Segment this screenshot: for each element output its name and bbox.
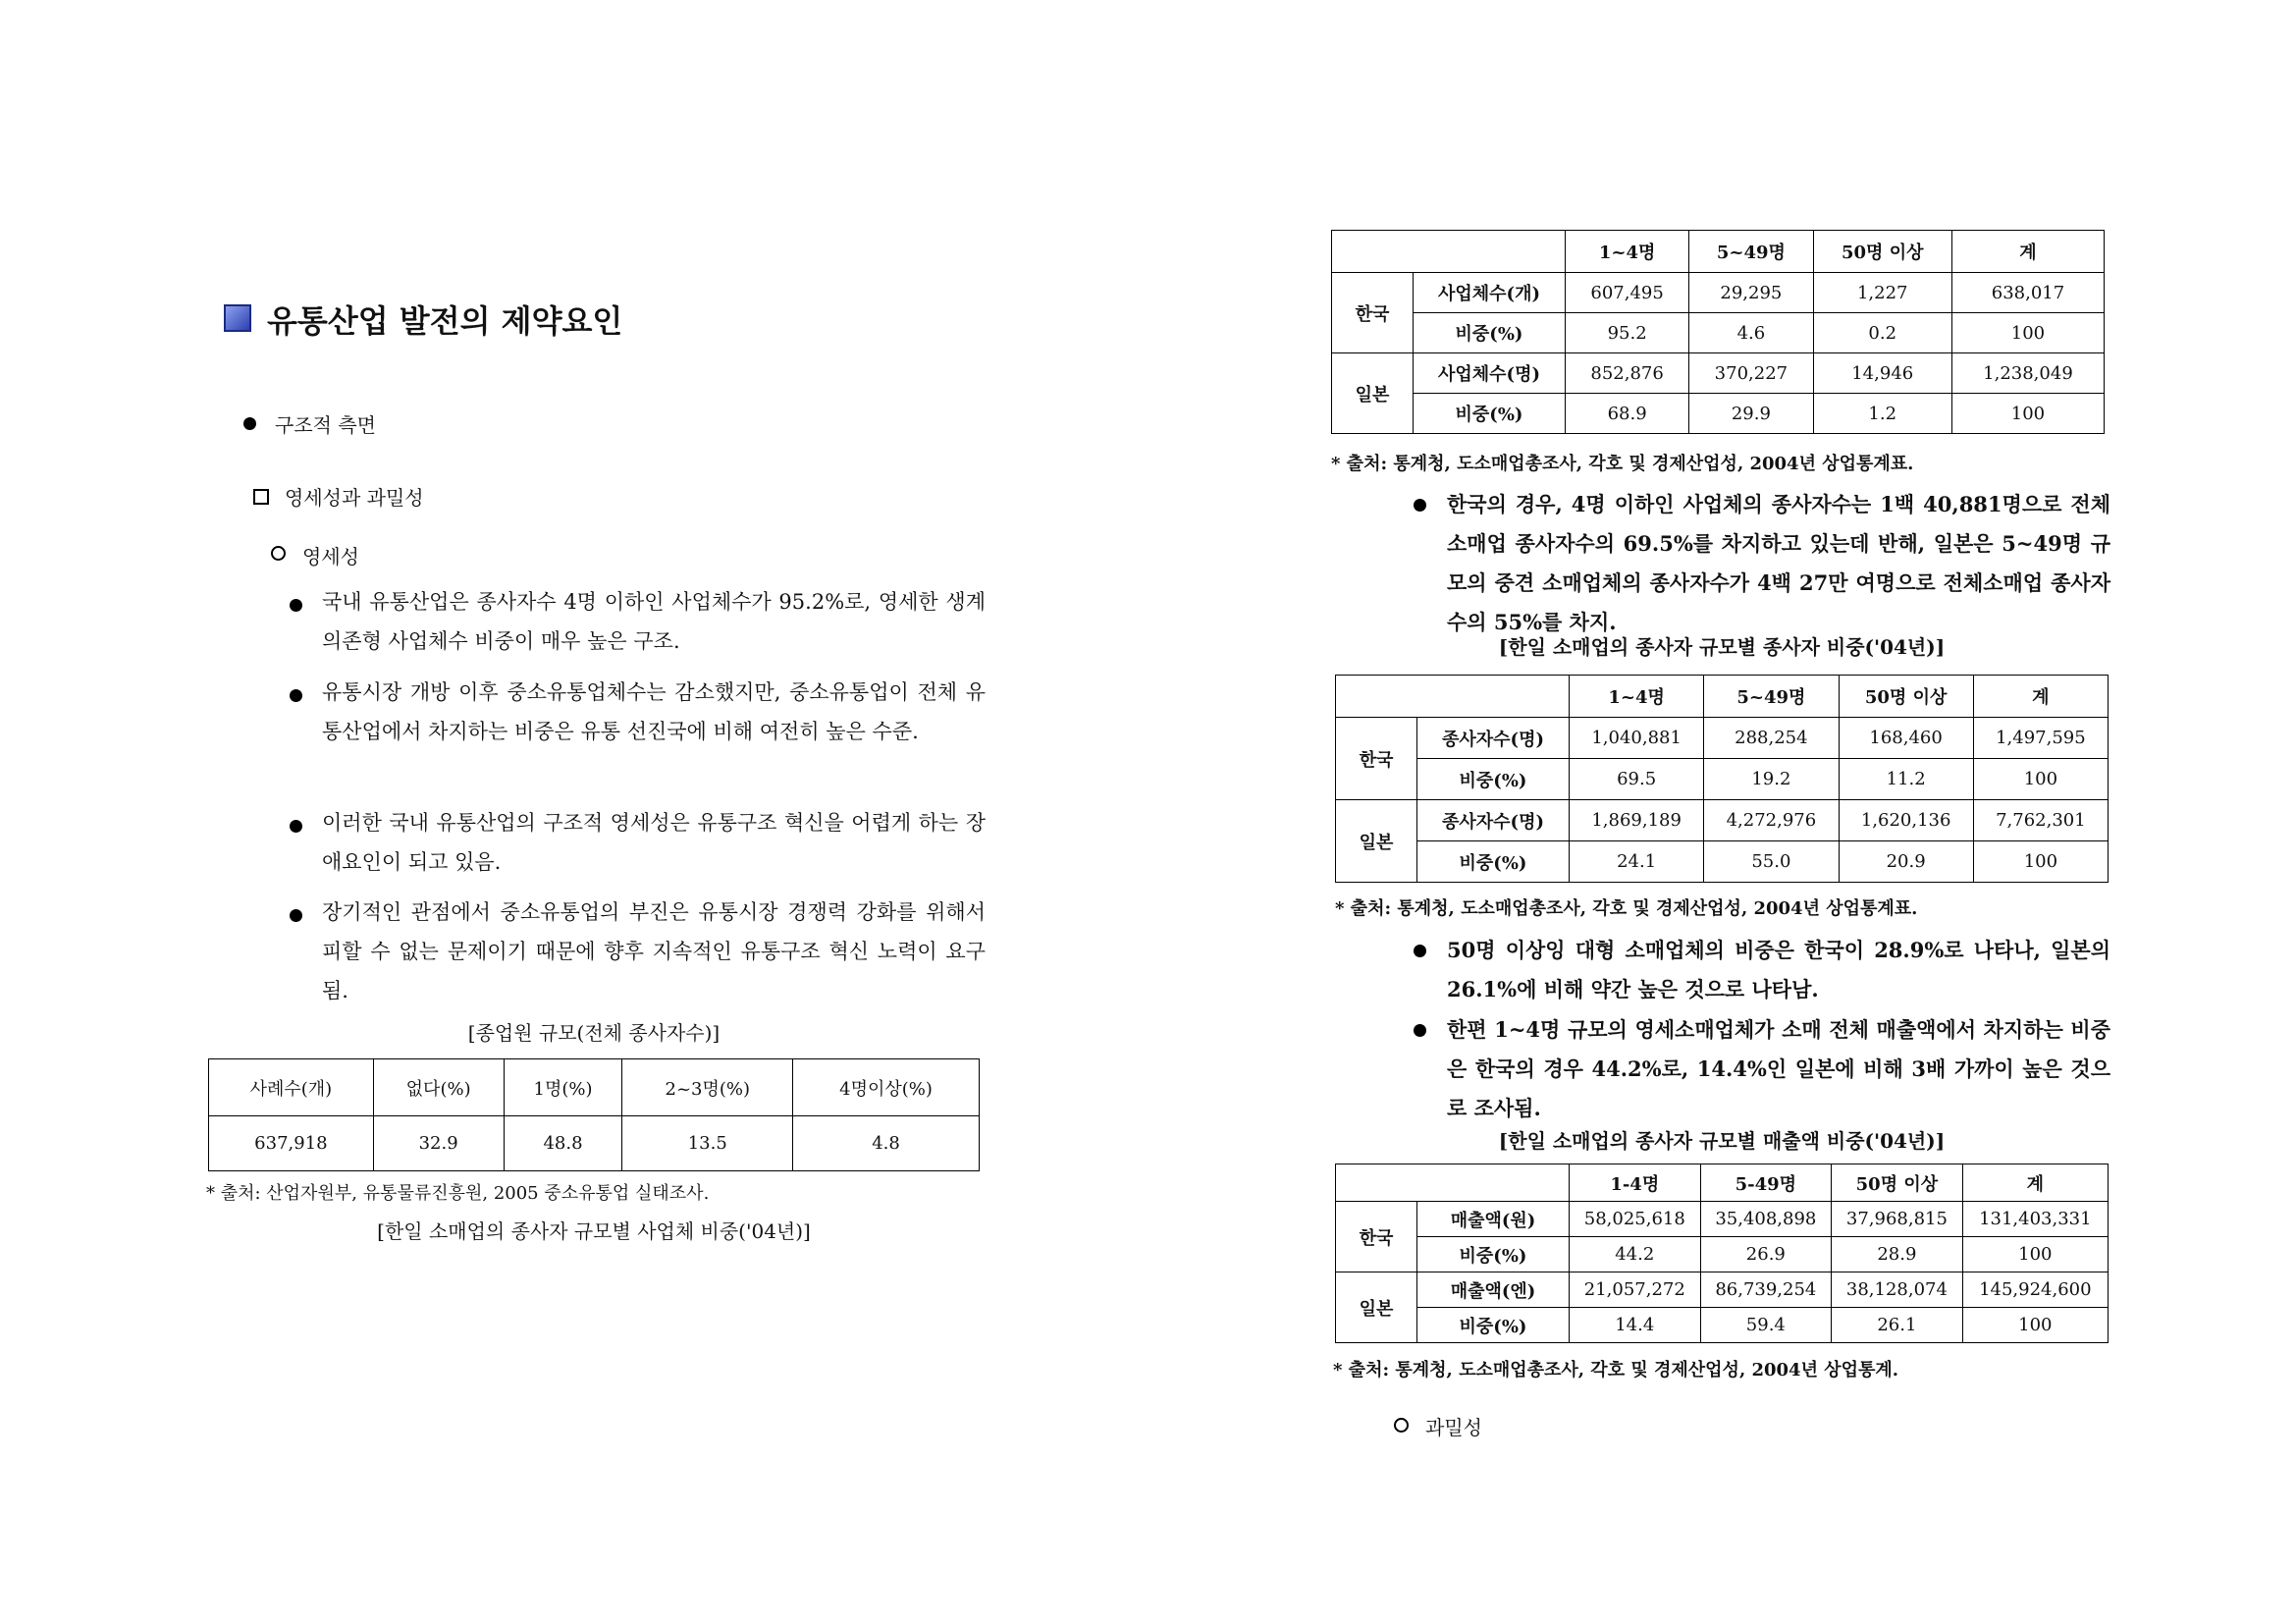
table-cell: 44.2 — [1570, 1237, 1701, 1272]
table-cell: 1,238,049 — [1951, 353, 2104, 394]
row-label-cell: 비중(%) — [1414, 394, 1566, 434]
table-cell: 1.2 — [1813, 394, 1951, 434]
bullet-dot-icon — [1414, 1024, 1426, 1037]
subsection-heading: 영세성과 과밀성 — [285, 486, 424, 510]
table-header-cell: 5-49명 — [1700, 1164, 1832, 1202]
table-cell: 1,227 — [1813, 273, 1951, 313]
table-cell: 69.5 — [1570, 759, 1704, 800]
bullet-paragraph: 국내 유통산업은 종사자수 4명 이하인 사업체수가 95.2%로, 영세한 생계의존형 사업체수 비중이 매우 높은 구조. — [322, 590, 986, 653]
table-cell: 637,918 — [209, 1116, 374, 1171]
table-cell: 100 — [1973, 759, 2108, 800]
row-label-cell: 매출액(원) — [1417, 1202, 1570, 1237]
table-corner-cell — [1332, 231, 1566, 273]
table-cell: 48.8 — [504, 1116, 622, 1171]
table-cell: 370,227 — [1689, 353, 1813, 394]
table-cell: 1,497,595 — [1973, 718, 2108, 759]
table-cell: 607,495 — [1566, 273, 1689, 313]
table-header-cell: 2~3명(%) — [622, 1059, 793, 1116]
table-cell: 35,408,898 — [1700, 1202, 1832, 1237]
table-cell: 37,968,815 — [1832, 1202, 1963, 1237]
circle-bullet-icon — [1394, 1418, 1409, 1433]
establishment-share-table — [1331, 230, 2105, 434]
bullet-dot-icon — [290, 689, 302, 702]
table-cell: 58,025,618 — [1570, 1202, 1701, 1237]
table-caption: [종업원 규모(전체 종사자수)] — [467, 1021, 721, 1045]
table-header-cell: 50명 이상 — [1832, 1164, 1963, 1202]
table-cell: 19.2 — [1704, 759, 1839, 800]
row-label-cell: 비중(%) — [1417, 1237, 1570, 1272]
table-source-note: * 출처: 산업자원부, 유통물류진흥원, 2005 중소유통업 실태조사. — [206, 1183, 710, 1204]
country-cell: 한국 — [1336, 718, 1417, 800]
bullet-paragraph: 50명 이상잉 대형 소매업체의 비중은 한국이 28.9%로 나타나, 일본의 26.1%에 비해 약간 높은 것으로 나타남. — [1447, 938, 2110, 1001]
table-cell: 14.4 — [1570, 1308, 1701, 1343]
row-label-cell: 사업체수(개) — [1414, 273, 1566, 313]
table-header-cell: 계 — [1973, 676, 2108, 718]
table-caption: [한일 소매업의 종사자 규모별 매출액 비중('04년)] — [1498, 1129, 1946, 1153]
bullet-dot-icon — [290, 820, 302, 833]
table-source-note: * 출처: 통계청, 도소매업총조사, 각호 및 경제산업성, 2004년 상업통계표. — [1335, 898, 1918, 919]
country-cell: 한국 — [1332, 273, 1414, 353]
square-bullet-icon — [253, 489, 269, 505]
table-corner-cell — [1336, 676, 1570, 718]
country-cell: 일본 — [1336, 800, 1417, 883]
table-corner-cell — [1336, 1164, 1570, 1202]
table-cell: 145,924,600 — [1962, 1272, 2108, 1308]
row-label-cell: 비중(%) — [1417, 759, 1570, 800]
table-cell: 26.1 — [1832, 1308, 1963, 1343]
row-label-cell: 종사자수(명) — [1417, 800, 1570, 841]
table-cell: 168,460 — [1839, 718, 1973, 759]
row-label-cell: 비중(%) — [1417, 1308, 1570, 1343]
table-header-cell: 1명(%) — [504, 1059, 622, 1116]
circle-bullet-icon — [271, 546, 286, 561]
table-header-cell: 1-4명 — [1570, 1164, 1701, 1202]
country-cell: 일본 — [1336, 1272, 1417, 1343]
table-header-cell: 50명 이상 — [1839, 676, 1973, 718]
row-label-cell: 비중(%) — [1417, 841, 1570, 883]
table-cell: 13.5 — [622, 1116, 793, 1171]
table-cell: 288,254 — [1704, 718, 1839, 759]
table-cell: 4.6 — [1689, 313, 1813, 353]
table-cell: 32.9 — [373, 1116, 504, 1171]
table-cell: 14,946 — [1813, 353, 1951, 394]
bullet-paragraph: 한편 1~4명 규모의 영세소매업체가 소매 전체 매출액에서 차지하는 비중은 한국의 경우 44.2%로, 14.4%인 일본에 비해 3배 가까이 높은 것으로 조사됨. — [1447, 1017, 2110, 1120]
table-cell: 95.2 — [1566, 313, 1689, 353]
table-cell: 1,869,189 — [1570, 800, 1704, 841]
subsubsection-heading: 과밀성 — [1425, 1416, 1482, 1439]
sales-share-table — [1335, 1164, 2109, 1343]
row-label-cell: 종사자수(명) — [1417, 718, 1570, 759]
table-cell: 55.0 — [1704, 841, 1839, 883]
table-cell: 86,739,254 — [1700, 1272, 1832, 1308]
employee-size-table — [208, 1058, 980, 1171]
worker-share-table — [1335, 675, 2109, 883]
table-cell: 100 — [1962, 1308, 2108, 1343]
table-cell: 11.2 — [1839, 759, 1973, 800]
table-cell: 21,057,272 — [1570, 1272, 1701, 1308]
table-header-cell: 5~49명 — [1704, 676, 1839, 718]
row-label-cell: 사업체수(명) — [1414, 353, 1566, 394]
subsubsection-heading: 영세성 — [302, 545, 359, 568]
table-cell: 59.4 — [1700, 1308, 1832, 1343]
bullet-dot-icon — [290, 909, 302, 922]
table-cell: 100 — [1951, 313, 2104, 353]
table-cell: 26.9 — [1700, 1237, 1832, 1272]
table-cell: 1,620,136 — [1839, 800, 1973, 841]
table-caption: [한일 소매업의 종사자 규모별 사업체 비중('04년)] — [377, 1219, 811, 1243]
table-header-cell: 5~49명 — [1689, 231, 1813, 273]
table-caption: [한일 소매업의 종사자 규모별 종사자 비중('04년)] — [1498, 635, 1946, 659]
table-cell: 638,017 — [1951, 273, 2104, 313]
table-header-cell: 50명 이상 — [1813, 231, 1951, 273]
table-header-cell: 1~4명 — [1570, 676, 1704, 718]
table-cell: 29,295 — [1689, 273, 1813, 313]
table-cell: 100 — [1962, 1237, 2108, 1272]
bullet-paragraph: 한국의 경우, 4명 이하인 사업체의 종사자수는 1백 40,881명으로 전체 소매업 종사자수의 69.5%를 차지하고 있는데 반해, 일본은 5~49명 규모의 중견 소매업체의 종사자수가 4백 27만 여명으로 전체소매업 종사자수의 55%를 차지. — [1447, 492, 2110, 634]
table-cell: 38,128,074 — [1832, 1272, 1963, 1308]
table-cell: 4,272,976 — [1704, 800, 1839, 841]
table-cell: 24.1 — [1570, 841, 1704, 883]
bullet-dot-icon — [1414, 499, 1426, 512]
table-header-cell: 4명이상(%) — [793, 1059, 980, 1116]
row-label-cell: 매출액(엔) — [1417, 1272, 1570, 1308]
table-cell: 29.9 — [1689, 394, 1813, 434]
title-square-icon — [224, 304, 251, 332]
section-heading: 구조적 측면 — [275, 413, 376, 437]
table-cell: 1,040,881 — [1570, 718, 1704, 759]
page-title: 유통산업 발전의 제약요인 — [267, 302, 623, 340]
row-label-cell: 비중(%) — [1414, 313, 1566, 353]
table-source-note: * 출처: 통계청, 도소매업총조사, 각호 및 경제산업성, 2004년 상업통계. — [1333, 1360, 1899, 1380]
bullet-dot-icon — [1414, 945, 1426, 957]
table-cell: 68.9 — [1566, 394, 1689, 434]
table-cell: 0.2 — [1813, 313, 1951, 353]
table-cell: 131,403,331 — [1962, 1202, 2108, 1237]
country-cell: 한국 — [1336, 1202, 1417, 1272]
table-header-cell: 계 — [1951, 231, 2104, 273]
bullet-paragraph: 장기적인 관점에서 중소유통업의 부진은 유통시장 경쟁력 강화를 위해서 피할 수 없는 문제이기 때문에 향후 지속적인 유통구조 혁신 노력이 요구됨. — [322, 900, 986, 1002]
table-cell: 852,876 — [1566, 353, 1689, 394]
table-header-cell: 계 — [1962, 1164, 2108, 1202]
table-header-cell: 1~4명 — [1566, 231, 1689, 273]
table-header-cell: 없다(%) — [373, 1059, 504, 1116]
bullet-paragraph: 이러한 국내 유통산업의 구조적 영세성은 유통구조 혁신을 어렵게 하는 장애요인이 되고 있음. — [322, 811, 986, 874]
table-cell: 4.8 — [793, 1116, 980, 1171]
table-cell: 100 — [1973, 841, 2108, 883]
table-header-cell: 사례수(개) — [209, 1059, 374, 1116]
table-cell: 28.9 — [1832, 1237, 1963, 1272]
table-source-note: * 출처: 통계청, 도소매업총조사, 각호 및 경제산업성, 2004년 상업통계표. — [1331, 454, 1914, 474]
bullet-dot-icon — [290, 599, 302, 612]
table-cell: 7,762,301 — [1973, 800, 2108, 841]
table-cell: 20.9 — [1839, 841, 1973, 883]
bullet-dot-icon — [243, 417, 256, 430]
country-cell: 일본 — [1332, 353, 1414, 434]
table-cell: 100 — [1951, 394, 2104, 434]
bullet-paragraph: 유통시장 개방 이후 중소유통업체수는 감소했지만, 중소유통업이 전체 유통산업에서 차지하는 비중은 유통 선진국에 비해 여전히 높은 수준. — [322, 680, 986, 743]
